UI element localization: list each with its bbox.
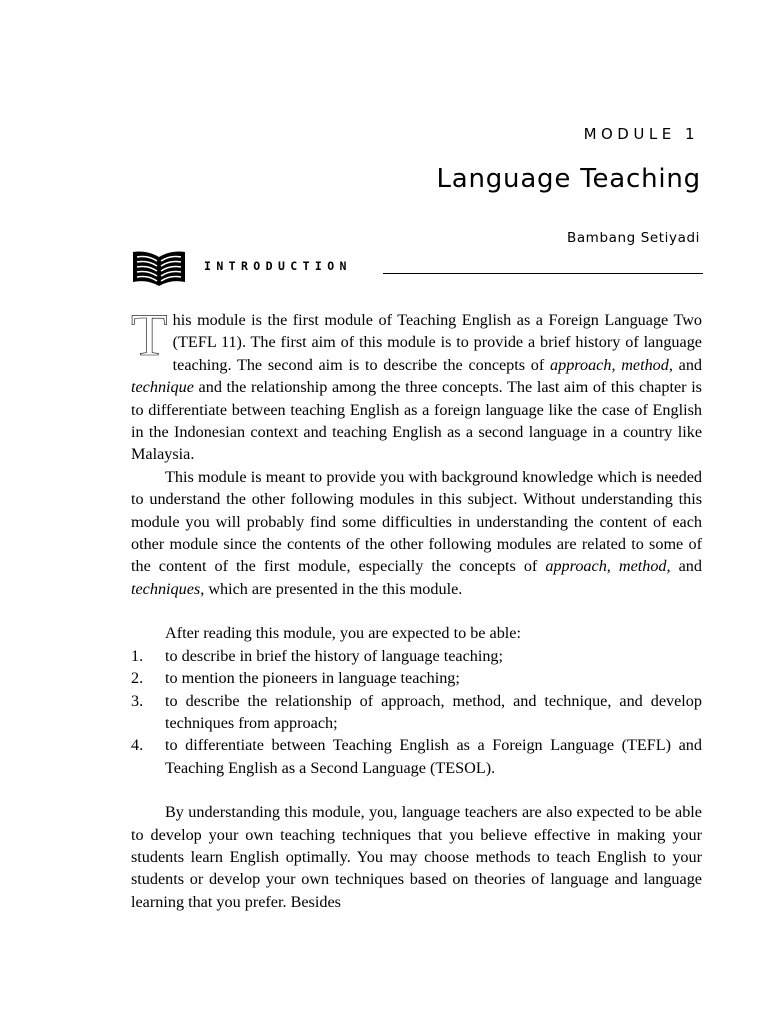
emphasis-text: techniques <box>131 579 201 598</box>
open-book-icon <box>131 248 187 288</box>
paragraph-text: , and <box>668 355 703 374</box>
spacer <box>131 779 702 801</box>
list-item-text: to describe in brief the history of language teaching; <box>165 646 504 665</box>
list-item-text: to describe the relationship of approach, method, and technique, and develop techniques from approach; <box>165 691 702 732</box>
paragraph-text: and <box>670 557 702 576</box>
list-item <box>131 734 702 779</box>
module-label: MODULE 1 <box>583 125 699 143</box>
module-title: Language Teaching <box>436 164 701 194</box>
paragraph-1 <box>131 302 703 466</box>
emphasis-text: approach, method, <box>545 557 671 576</box>
objectives-list <box>131 645 702 779</box>
list-item <box>131 667 702 689</box>
list-item <box>131 645 702 667</box>
introduction-heading: INTRODUCTION <box>204 259 352 273</box>
emphasis-text: approach, method <box>550 355 669 374</box>
paragraph-3: By understanding this module, you, language teachers are also expected to be able to develop your own teaching techniques that you believe effective in making your students learn English optimally. You may choose methods to teach English to your students or develop your own techniques based on theories of language and language learning that you prefer. Besides <box>131 803 702 911</box>
objectives-intro: After reading this module, you are expected to be able: <box>165 624 521 643</box>
introduction-header <box>131 248 703 288</box>
list-number: 2. <box>131 669 144 688</box>
list-number: 1. <box>131 646 144 665</box>
drop-cap: T <box>131 302 168 368</box>
list-number: 3. <box>131 691 144 710</box>
paragraph-text: This module is meant to provide you with background knowledge which is needed to understand the other following modules in this subject. Without understanding this module you will probably find some difficulties in understanding the content of each other module since the contents of the other following modules are related to some of the content of the first module, especially the concepts of <box>131 467 702 576</box>
paragraph-2 <box>131 466 702 600</box>
list-item-text: to differentiate between Teaching English as a Foreign Language (TEFL) and Teaching English as a Second Language (TESOL). <box>165 736 702 777</box>
paragraph-text: , which are presented in the this module. <box>200 579 463 598</box>
body-text <box>131 302 703 913</box>
list-item-text: to mention the pioneers in language teaching; <box>165 669 460 688</box>
author-name: Bambang Setiyadi <box>566 230 700 246</box>
list-number: 4. <box>131 736 144 755</box>
emphasis-text: technique <box>131 378 194 397</box>
paragraph-text: and the relationship among the three concepts. The last aim of this chapter is to differentiate between teaching English as a foreign language like the case of English in the Indonesian context and teaching English as a second language in a country like Malaysia. <box>131 378 702 464</box>
heading-rule <box>383 273 703 274</box>
paragraph-text: his module is the first module of Teaching English as a Foreign Language Two (TEFL 11). The first aim of this module is to provide a brief history of language teaching. The second aim is to describe the concepts of <box>172 311 702 374</box>
spacer <box>131 600 702 622</box>
list-item <box>131 690 702 735</box>
